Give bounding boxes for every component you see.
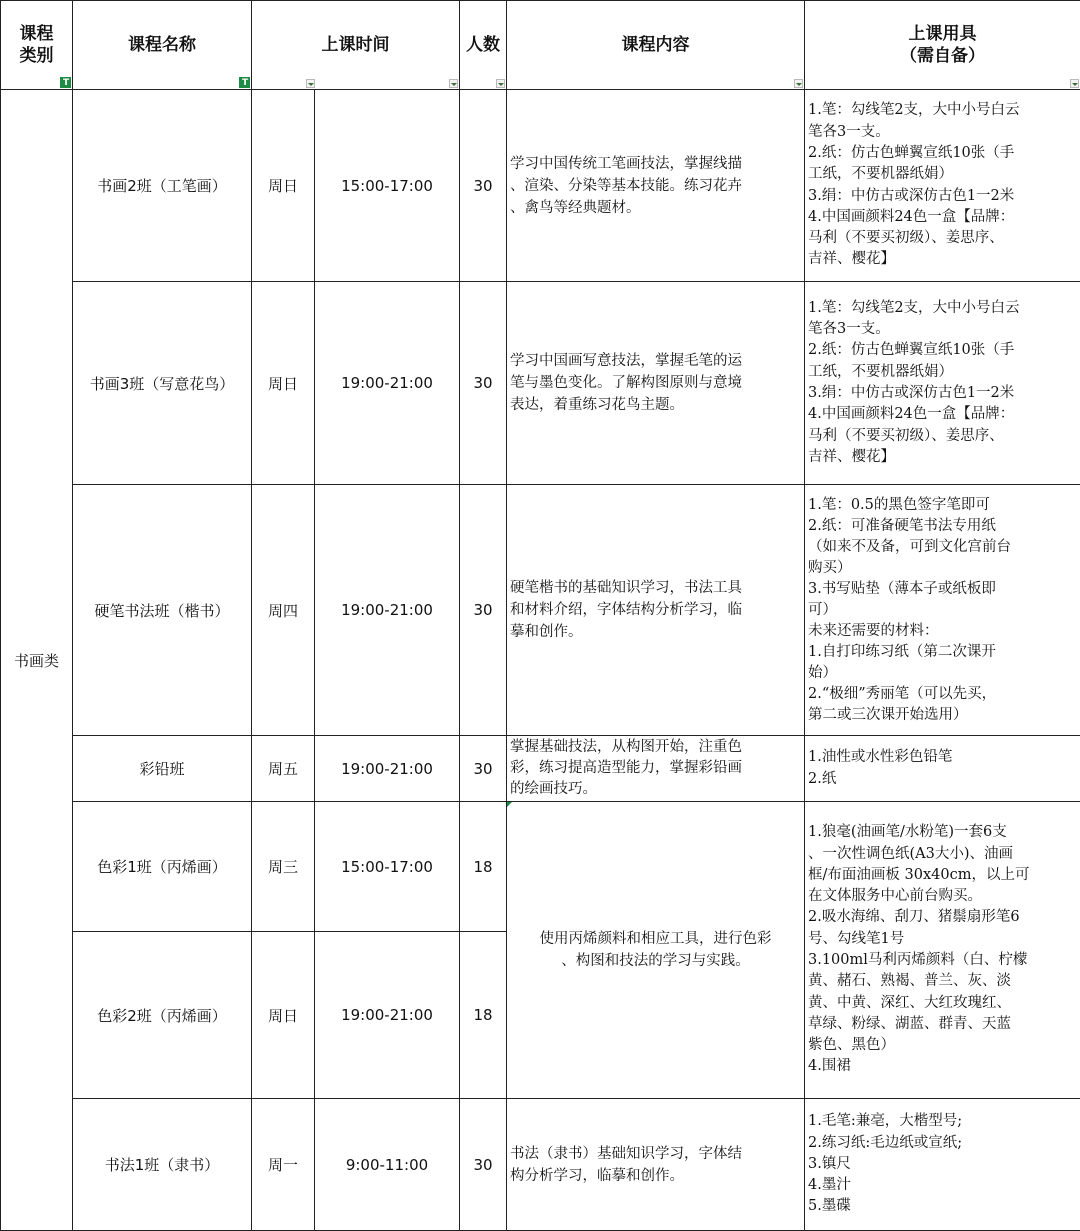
course-time-cell: 15:00-17:00 — [315, 90, 460, 282]
course-tools-cell — [805, 736, 1080, 802]
course-content-cell — [507, 282, 805, 485]
course-content-cell — [507, 90, 805, 282]
header-category-label: 课程 类别 — [20, 24, 54, 66]
header-name[interactable] — [73, 1, 252, 90]
tools-line: 2.“极细”秀丽笔（可以先买， — [808, 684, 1078, 705]
tools-line: 可） — [808, 600, 1078, 621]
tools-line: 3.书写贴垫（薄本子或纸板即 — [808, 579, 1078, 600]
comment-marker-icon — [507, 802, 512, 807]
tools-line: 3.100ml马利丙烯颜料（白、柠檬 — [808, 950, 1078, 971]
header-tools[interactable] — [805, 1, 1080, 90]
tools-line: 购买） — [808, 558, 1078, 579]
course-time-cell: 19:00-21:00 — [315, 932, 460, 1099]
tools-line: 笔各3一支。 — [808, 319, 1078, 340]
course-tools-cell — [805, 802, 1080, 1099]
course-day-cell: 周日 — [252, 90, 315, 282]
course-name-cell: 书画3班（写意花鸟） — [73, 282, 252, 485]
course-content-cell — [507, 802, 805, 1099]
category-cell — [1, 90, 73, 1231]
tools-line: 1.毛笔:兼亳，大楷型号; — [808, 1111, 1078, 1132]
header-tools-label: 上课用具 （需自备） — [900, 24, 985, 66]
tools-line: 3.绢：中仿古或深仿古色1一2米 — [808, 186, 1078, 207]
header-time-label: 上课时间 — [322, 35, 390, 55]
filter-dropdown-icon[interactable] — [449, 79, 458, 88]
table-row — [1, 1099, 1080, 1231]
course-content-cell — [507, 485, 805, 736]
course-time-cell: 9:00-11:00 — [315, 1099, 460, 1231]
course-name-cell: 书法1班（隶书） — [73, 1099, 252, 1231]
course-name-cell: 书画2班（工笔画） — [73, 90, 252, 282]
course-time-cell: 19:00-21:00 — [315, 736, 460, 802]
content-line: 、禽鸟等经典题材。 — [510, 197, 801, 219]
tools-line: 1.狼毫(油画笔/水粉笔)一套6支 — [808, 822, 1078, 843]
course-time-cell: 15:00-17:00 — [315, 802, 460, 932]
tools-line: 3.镇尺 — [808, 1154, 1078, 1175]
course-day-cell: 周五 — [252, 736, 315, 802]
course-day-cell: 周四 — [252, 485, 315, 736]
tools-line: 黄、赭石、熟褐、普兰、灰、淡 — [808, 971, 1078, 992]
tools-line: 2.纸 — [808, 769, 1078, 790]
course-name-cell: 硬笔书法班（楷书） — [73, 485, 252, 736]
header-content-label: 课程内容 — [622, 35, 690, 55]
table-row — [1, 90, 1080, 282]
content-line: 和材料介绍，字体结构分析学习，临 — [510, 599, 801, 621]
course-time-cell: 19:00-21:00 — [315, 282, 460, 485]
header-count-label: 人数 — [466, 35, 500, 55]
tools-line: 马利（不要买初级）、姜思序、 — [808, 228, 1078, 249]
content-line: 彩，练习提高造型能力，掌握彩铅画 — [510, 758, 801, 779]
content-line: 笔与墨色变化。了解构图原则与意境 — [510, 372, 801, 394]
course-tools-cell — [805, 485, 1080, 736]
content-line: 、渲染、分染等基本技能。练习花卉 — [510, 175, 801, 197]
course-day-cell: 周一 — [252, 1099, 315, 1231]
course-count-cell: 30 — [460, 90, 507, 282]
tools-line: 框/布面油画板 30x40cm，以上可 — [808, 865, 1078, 886]
tools-line: 1.自打印练习纸（第二次课开 — [808, 642, 1078, 663]
header-time[interactable] — [252, 1, 460, 90]
tools-line: 2.纸：可准备硬笔书法专用纸 — [808, 516, 1078, 537]
tools-line: 草绿、粉绿、湖蓝、群青、天蓝 — [808, 1014, 1078, 1035]
tools-line: 4.中国画颜料24色一盒【品牌： — [808, 207, 1078, 228]
content-line: 摹和创作。 — [510, 621, 801, 643]
tools-line: 5.墨碟 — [808, 1196, 1078, 1217]
course-time-cell: 19:00-21:00 — [315, 485, 460, 736]
tools-line: 4.围裙 — [808, 1056, 1078, 1077]
filter-dropdown-icon[interactable] — [1070, 79, 1079, 88]
tools-line: 笔各3一支。 — [808, 122, 1078, 143]
course-name-cell: 色彩1班（丙烯画） — [73, 802, 252, 932]
course-tools-cell — [805, 90, 1080, 282]
tools-line: 在文体服务中心前台购买。 — [808, 886, 1078, 907]
course-tools-cell — [805, 1099, 1080, 1231]
tools-line: 1.笔：勾线笔2支，大中小号白云 — [808, 298, 1078, 319]
content-line: 构分析学习，临摹和创作。 — [510, 1165, 801, 1187]
header-count[interactable] — [460, 1, 507, 90]
course-day-cell: 周日 — [252, 282, 315, 485]
course-tools-cell — [805, 282, 1080, 485]
tools-line: 黄、中黄、深红、大红玫瑰红、 — [808, 993, 1078, 1014]
tools-line: 第二或三次课开始选用） — [808, 705, 1078, 726]
table-row — [1, 802, 1080, 932]
content-line: 硬笔楷书的基础知识学习，书法工具 — [510, 577, 801, 599]
content-line: 使用丙烯颜料和相应工具，进行色彩 — [510, 928, 801, 950]
header-row — [1, 1, 1080, 90]
header-category[interactable] — [1, 1, 73, 90]
tools-line: 2.纸：仿古色蝉翼宣纸10张（手 — [808, 143, 1078, 164]
tools-line: （如来不及备，可到文化宫前台 — [808, 537, 1078, 558]
tools-line: 紫色、黑色） — [808, 1035, 1078, 1056]
table-row — [1, 485, 1080, 736]
category-value: 书画类 — [14, 652, 59, 670]
tools-line: 始） — [808, 663, 1078, 684]
table-row — [1, 282, 1080, 485]
tools-line: 未来还需要的材料： — [808, 621, 1078, 642]
tools-line: 1.油性或水性彩色铅笔 — [808, 747, 1078, 768]
course-day-cell: 周三 — [252, 802, 315, 932]
tools-line: 4.中国画颜料24色一盒【品牌： — [808, 404, 1078, 425]
tools-line: 4.墨汁 — [808, 1175, 1078, 1196]
course-content-cell — [507, 736, 805, 802]
tools-line: 吉祥、樱花】 — [808, 447, 1078, 468]
course-content-cell — [507, 1099, 805, 1231]
tools-line: 工纸，不要机器纸娟） — [808, 164, 1078, 185]
tools-line: 3.绢：中仿古或深仿古色1一2米 — [808, 383, 1078, 404]
tools-line: 2.练习纸:毛边纸或宣纸; — [808, 1133, 1078, 1154]
course-count-cell: 30 — [460, 736, 507, 802]
course-count-cell: 30 — [460, 282, 507, 485]
header-name-label: 课程名称 — [128, 35, 196, 55]
filter-dropdown-icon[interactable] — [306, 79, 315, 88]
tools-line: 号、勾线笔1号 — [808, 929, 1078, 950]
tools-line: 1.笔：勾线笔2支，大中小号白云 — [808, 100, 1078, 121]
course-count-cell: 18 — [460, 932, 507, 1099]
tools-line: 马利（不要买初级）、姜思序、 — [808, 426, 1078, 447]
course-count-cell: 18 — [460, 802, 507, 932]
tools-line: 吉祥、樱花】 — [808, 249, 1078, 270]
content-line: 学习中国画写意技法，掌握毛笔的运 — [510, 350, 801, 372]
filter-dropdown-icon[interactable] — [496, 79, 505, 88]
table-row — [1, 736, 1080, 802]
content-line: 的绘画技巧。 — [510, 779, 801, 800]
content-line: 、构图和技法的学习与实践。 — [510, 950, 801, 972]
filter-active-icon[interactable] — [239, 77, 250, 88]
course-day-cell: 周日 — [252, 932, 315, 1099]
course-count-cell: 30 — [460, 485, 507, 736]
tools-line: 1.笔：0.5的黑色签字笔即可 — [808, 495, 1078, 516]
content-line: 表达，着重练习花鸟主题。 — [510, 394, 801, 416]
tools-line: 2.纸：仿古色蝉翼宣纸10张（手 — [808, 340, 1078, 361]
tools-line: 工纸，不要机器纸娟） — [808, 362, 1078, 383]
course-name-cell: 彩铅班 — [73, 736, 252, 802]
header-content[interactable] — [507, 1, 805, 90]
course-count-cell: 30 — [460, 1099, 507, 1231]
content-line: 学习中国传统工笔画技法，掌握线描 — [510, 153, 801, 175]
content-line: 掌握基础技法，从构图开始，注重色 — [510, 737, 801, 758]
tools-line: 、一次性调色纸(A3大小)、油画 — [808, 844, 1078, 865]
filter-active-icon[interactable] — [60, 77, 71, 88]
filter-dropdown-icon[interactable] — [794, 79, 803, 88]
course-name-cell: 色彩2班（丙烯画） — [73, 932, 252, 1099]
content-line: 书法（隶书）基础知识学习，字体结 — [510, 1143, 801, 1165]
tools-line: 2.吸水海绵、刮刀、猪鬃扇形笔6 — [808, 907, 1078, 928]
